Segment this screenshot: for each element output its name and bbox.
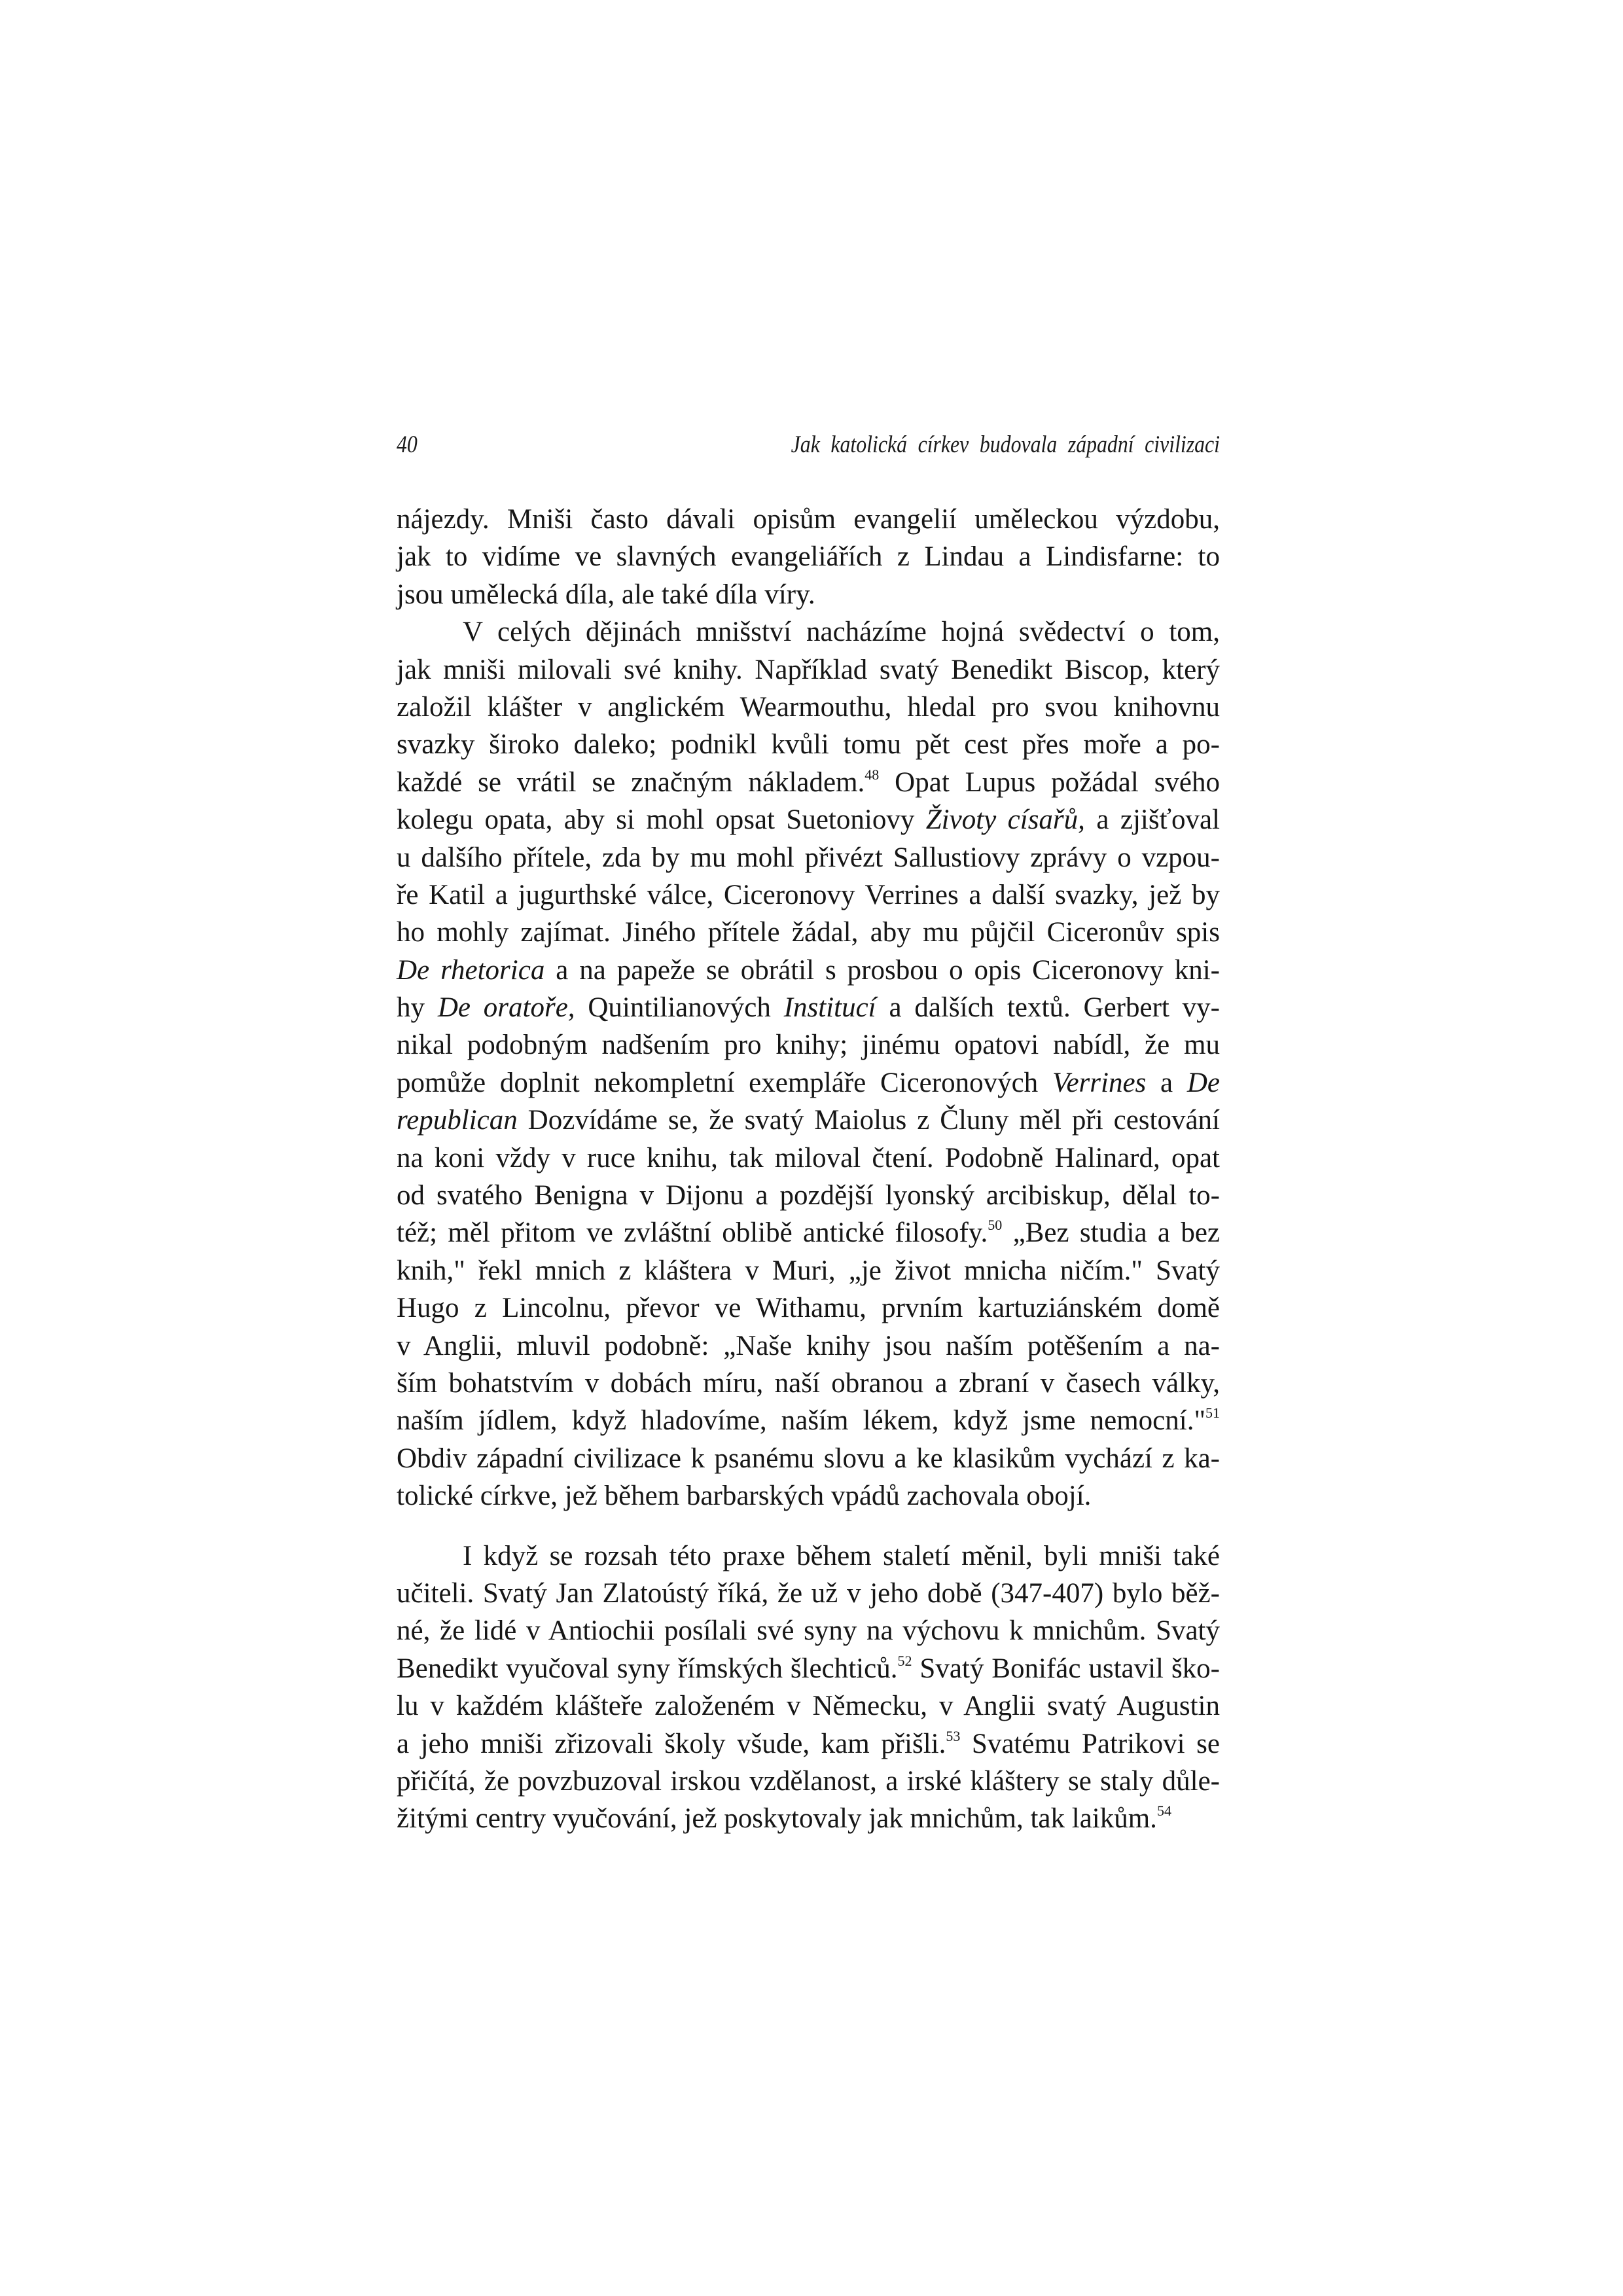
text-line: [397, 651, 1220, 689]
text-run: naším jídlem, když hladovíme, naším lékem, když jsme nemocní.": [397, 1405, 1205, 1437]
paragraph: [397, 501, 1220, 613]
text-run: Opat Lupus požádal svého: [879, 766, 1221, 798]
text-line: [397, 1800, 1220, 1837]
text-line: [397, 1402, 1220, 1439]
paragraph: [397, 613, 1220, 1515]
text-run: jak to vidíme ve slavných evangeliářích z Lindau a Lindisfarne: to: [397, 541, 1220, 573]
text-run: Benedikt vyučoval syny římských šlechticů.: [397, 1653, 898, 1684]
text-run: ře Katil a jugurthské válce, Ciceronovy Verrines a další svazky, jež by: [397, 879, 1220, 910]
text-run: Svatému Patrikovi se: [960, 1728, 1220, 1759]
text-run: a na papeže se obrátil s prosbou o opis Ciceronovy kni-: [544, 954, 1220, 986]
text-run: každé se vrátil se značným nákladem.: [397, 766, 865, 798]
text-run: Dozvídáme se, že svatý Maiolus z Čluny měl při cestování: [517, 1105, 1220, 1136]
text-run: a jeho mniši zřizovali školy všude, kam přišli.: [397, 1728, 946, 1759]
text-line: [397, 764, 1220, 801]
text-line: [397, 1026, 1220, 1064]
text-line: [397, 1252, 1220, 1289]
text-line: [397, 726, 1220, 763]
footnote-marker: 51: [1205, 1405, 1220, 1422]
text-line: [397, 538, 1220, 575]
text-run: hy: [397, 992, 438, 1024]
text-line: [397, 1687, 1220, 1725]
italic-title: De oratoře,: [437, 992, 575, 1024]
text-line: [397, 1177, 1220, 1214]
text-line: [397, 1650, 1220, 1687]
text-run: nikal podobným nadšením pro knihy; jinému opatovi nabídl, že mu: [397, 1030, 1220, 1061]
body-text: [397, 501, 1220, 1838]
text-line: [397, 989, 1220, 1026]
running-title: Jak katolická církev budovala západní civilizaci: [791, 431, 1220, 458]
text-run: Hugo z Lincolnu, převor ve Withamu, prvním kartuziánském domě: [397, 1293, 1220, 1324]
text-run: „Bez studia a bez: [1002, 1217, 1221, 1249]
text-run: né, že lidé v Antiochii posílali své syny na výchovu k mnichům. Svatý: [397, 1615, 1220, 1647]
text-run: a: [1146, 1067, 1187, 1098]
footnote-marker: 53: [946, 1727, 961, 1744]
text-run: jak mniši milovali své knihy. Například svatý Benedikt Biscop, který: [397, 654, 1220, 685]
text-run: a dalších textů. Gerbert vy-: [876, 992, 1220, 1024]
text-run: na koni vždy v ruce knihu, tak miloval čtení. Podobně Halinard, opat: [397, 1142, 1220, 1174]
text-line: [397, 1102, 1220, 1139]
text-line: [397, 1575, 1220, 1612]
text-run: Obdiv západní civilizace k psanému slovu a ke klasikům vychází z ka-: [397, 1443, 1220, 1474]
text-line: [397, 914, 1220, 951]
text-line: [397, 1139, 1220, 1177]
text-line: [397, 1763, 1220, 1800]
text-line: [397, 1365, 1220, 1402]
text-run: v Anglii, mluvil podobně: „Naše knihy jsou naším potěšením a na-: [397, 1330, 1220, 1361]
footnote-marker: 54: [1156, 1803, 1171, 1820]
footnote-marker: 50: [988, 1217, 1003, 1234]
running-header: [397, 425, 1220, 465]
text-run: tolické církve, jež během barbarských vpádů zachovala obojí.: [397, 1480, 1092, 1512]
text-run: od svatého Benigna v Dijonu a pozdější lyonský arcibiskup, dělal to-: [397, 1180, 1220, 1211]
text-run: přičítá, že povzbuzoval irskou vzdělanost, a irské kláštery se staly důle-: [397, 1765, 1220, 1797]
text-line: [397, 576, 1220, 613]
text-line: [397, 1327, 1220, 1365]
text-run: V celých dějinách mnišství nacházíme hojná svědectví o tom,: [463, 617, 1220, 648]
text-line: [397, 1477, 1220, 1515]
text-line: [397, 613, 1220, 651]
text-line: [397, 1289, 1220, 1327]
text-line: [397, 1537, 1220, 1575]
footnote-marker: 52: [897, 1652, 912, 1669]
italic-title: De rhetorica: [397, 954, 545, 986]
page-number: 40: [397, 431, 418, 458]
italic-title: Institucí: [783, 992, 876, 1024]
text-run: knih," řekl mnich z kláštera v Muri, „je život mnicha ničím." Svatý: [397, 1255, 1220, 1286]
text-run: I když se rozsah této praxe během staletí měnil, byli mniši také: [463, 1540, 1220, 1571]
footnote-marker: 48: [865, 766, 880, 783]
text-run: a zjišťoval: [1084, 804, 1220, 836]
text-run: ho mohly zajímat. Jiného přítele žádal, aby mu půjčil Ciceronův spis: [397, 917, 1220, 948]
text-run: učiteli. Svatý Jan Zlatoústý říká, že už v jeho době (347-407) bylo běž-: [397, 1577, 1220, 1609]
text-line: [397, 876, 1220, 914]
text-run: Quintilianových: [575, 992, 784, 1024]
text-run: jsou umělecká díla, ale také díla víry.: [397, 579, 815, 610]
text-run: kolegu opata, aby si mohl opsat Suetoniovy: [397, 804, 926, 836]
text-run: též; měl přitom ve zvláštní oblibě antické filosofy.: [397, 1217, 988, 1249]
text-line: [397, 952, 1220, 989]
text-line: [397, 1440, 1220, 1477]
text-run: pomůže doplnit nekompletní exempláře Ciceronových: [397, 1067, 1052, 1098]
italic-title: Životy císařů,: [925, 804, 1085, 836]
text-run: ším bohatstvím v dobách míru, naší obranou a zbraní v časech války,: [397, 1367, 1220, 1399]
text-run: u dalšího přítele, zda by mu mohl přivézt Sallustiovy zprávy o vzpou-: [397, 842, 1220, 873]
italic-title: Verrines: [1052, 1067, 1147, 1098]
text-run: nájezdy. Mniši často dávali opisům evangelií uměleckou výzdobu,: [397, 504, 1220, 535]
text-line: [397, 1612, 1220, 1649]
text-run: Svatý Bonifác ustavil ško-: [912, 1653, 1220, 1684]
text-line: [397, 689, 1220, 726]
text-run: založil klášter v anglickém Wearmouthu, hledal pro svou knihovnu: [397, 691, 1220, 723]
text-line: [397, 501, 1220, 538]
text-line: [397, 1064, 1220, 1102]
text-line: [397, 1214, 1220, 1251]
text-line: [397, 1725, 1220, 1763]
text-line: [397, 801, 1220, 838]
paragraph: [397, 1537, 1220, 1838]
text-run: lu v každém klášteře založeném v Německu, v Anglii svatý Augustin: [397, 1691, 1220, 1722]
text-line: [397, 839, 1220, 876]
italic-title: republican: [397, 1105, 518, 1136]
italic-title: De: [1186, 1067, 1220, 1098]
text-run: žitými centry vyučování, jež poskytovaly jak mnichům, tak laikům.: [397, 1803, 1157, 1835]
text-run: svazky široko daleko; podnikl kvůli tomu pět cest přes moře a po-: [397, 729, 1220, 761]
